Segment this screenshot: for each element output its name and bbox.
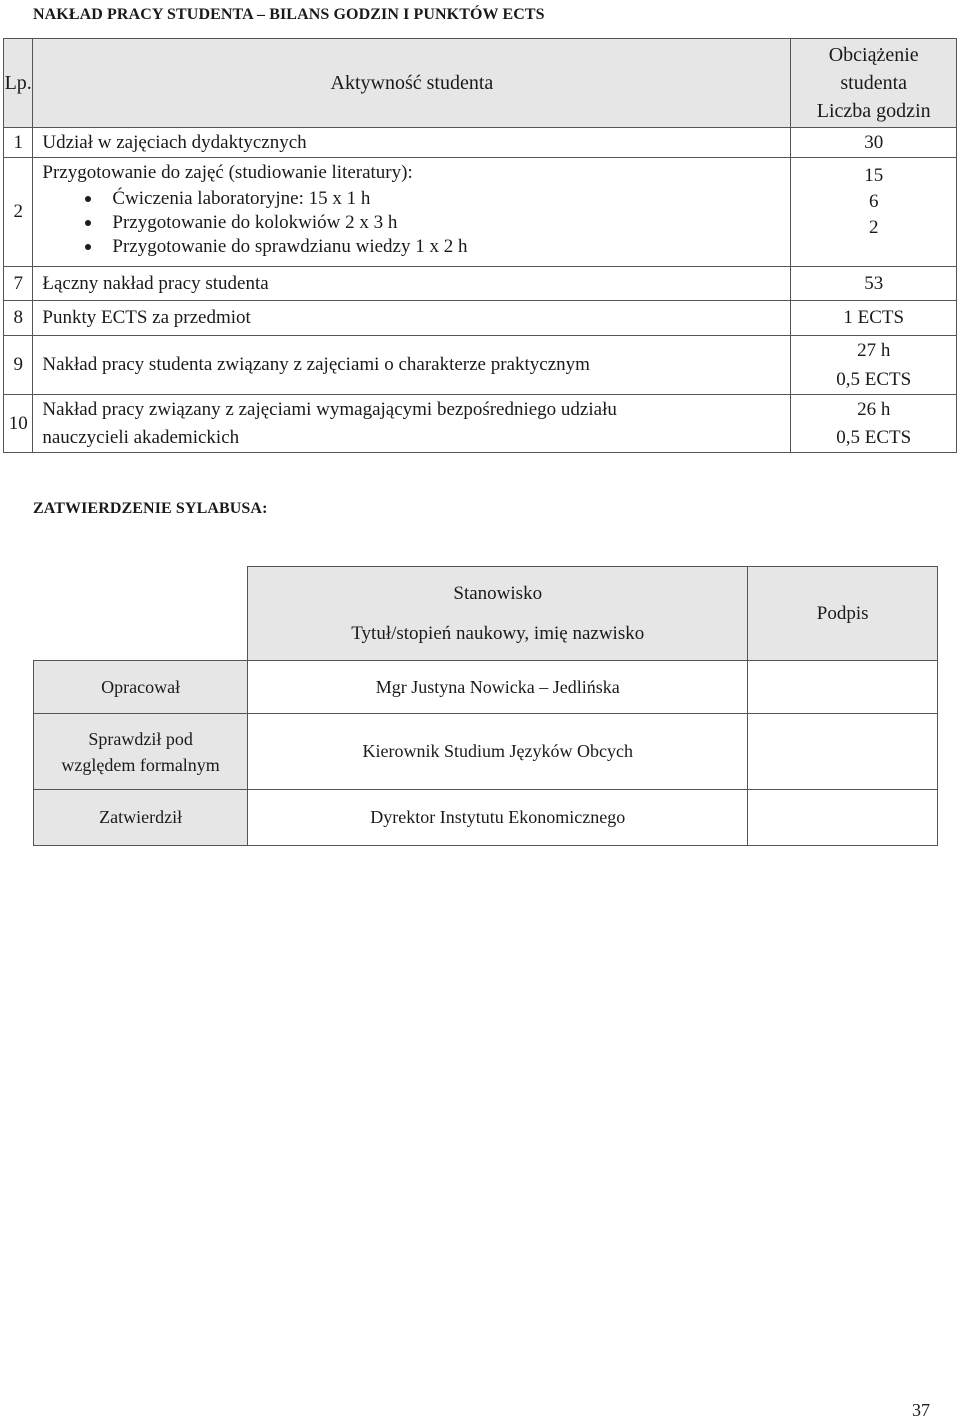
row10-activity-line1: Nakład pracy związany z zajęciami wymagającymi bezpośredniego udziału <box>42 398 617 420</box>
row9-value-hours: 27 h <box>857 340 891 361</box>
list-item: Przygotowanie do kolokwiów 2 x 3 h <box>42 211 790 235</box>
approval-header-empty <box>34 567 248 661</box>
row1-lp: 1 <box>4 128 33 158</box>
row2-activity <box>33 158 791 267</box>
table-row <box>4 336 957 395</box>
workload-table <box>3 38 957 453</box>
role-checked-line1: Sprawdził pod <box>88 728 193 749</box>
row1-value: 30 <box>791 128 957 158</box>
section-title-workload: NAKŁAD PRACY STUDENTA – BILANS GODZIN I PUNKTÓW ECTS <box>33 6 545 23</box>
row9-lp: 9 <box>4 336 33 395</box>
table-row <box>4 158 957 267</box>
role-prepared: Opracował <box>34 661 248 714</box>
header-signature: Podpis <box>748 567 938 661</box>
approval-header-position <box>248 567 748 661</box>
row10-activity <box>33 395 791 453</box>
workload-header-row <box>4 39 957 128</box>
role-checked <box>34 714 248 790</box>
table-row <box>4 128 957 158</box>
header-load <box>791 39 957 128</box>
section-title-approval: ZATWIERDZENIE SYLABUSA: <box>33 500 268 517</box>
role-checked-line2: względem formalnym <box>61 754 220 775</box>
row2-values <box>791 158 957 267</box>
table-row <box>34 790 938 846</box>
row10-value <box>791 395 957 453</box>
row10-activity-line2: nauczycieli akademickich <box>42 426 240 448</box>
row8-activity: Punkty ECTS za przedmiot <box>33 301 791 336</box>
person-approved: Dyrektor Instytutu Ekonomicznego <box>248 790 748 846</box>
table-row <box>4 395 957 453</box>
header-load-line1: Obciążenie <box>828 44 919 66</box>
row9-value-ects: 0,5 ECTS <box>836 369 912 390</box>
table-row <box>4 267 957 301</box>
row8-value: 1 ECTS <box>791 301 957 336</box>
row7-lp: 7 <box>4 267 33 301</box>
row2-lp: 2 <box>4 158 33 267</box>
approval-header-row <box>34 567 938 661</box>
approval-table <box>33 566 938 846</box>
row7-value: 53 <box>791 267 957 301</box>
header-lp: Lp. <box>4 39 33 128</box>
row7-activity: Łączny nakład pracy studenta <box>33 267 791 301</box>
list-item: Przygotowanie do sprawdzianu wiedzy 1 x 2 h <box>42 235 790 259</box>
row9-activity: Nakład pracy studenta związany z zajęciami o charakterze praktycznym <box>33 336 791 395</box>
row2-activity-heading: Przygotowanie do zajęć (studiowanie literatury): <box>42 162 413 183</box>
header-load-line2: studenta <box>840 72 908 94</box>
signature-prepared <box>748 661 938 714</box>
row1-activity: Udział w zajęciach dydaktycznych <box>33 128 791 158</box>
row2-value-1: 15 <box>864 165 884 186</box>
table-row <box>4 301 957 336</box>
person-checked: Kierownik Studium Języków Obcych <box>248 714 748 790</box>
row10-lp: 10 <box>4 395 33 453</box>
header-activity: Aktywność studenta <box>33 39 791 128</box>
row10-value-hours: 26 h <box>857 398 891 420</box>
row10-value-ects: 0,5 ECTS <box>836 426 912 448</box>
row9-value <box>791 336 957 395</box>
header-position: Stanowisko <box>453 582 543 604</box>
row2-items-list <box>42 187 790 259</box>
table-row <box>34 714 938 790</box>
table-row <box>34 661 938 714</box>
signature-approved <box>748 790 938 846</box>
person-prepared: Mgr Justyna Nowicka – Jedlińska <box>248 661 748 714</box>
page-number: 37 <box>912 1400 930 1420</box>
list-item: Ćwiczenia laboratoryjne: 15 x 1 h <box>42 187 790 211</box>
row8-lp: 8 <box>4 301 33 336</box>
role-approved: Zatwierdził <box>34 790 248 846</box>
signature-checked <box>748 714 938 790</box>
header-title-name: Tytuł/stopień naukowy, imię nazwisko <box>351 622 645 644</box>
row2-value-3: 2 <box>868 217 879 238</box>
row2-value-2: 6 <box>868 191 879 212</box>
header-load-line3: Liczba godzin <box>816 100 931 122</box>
